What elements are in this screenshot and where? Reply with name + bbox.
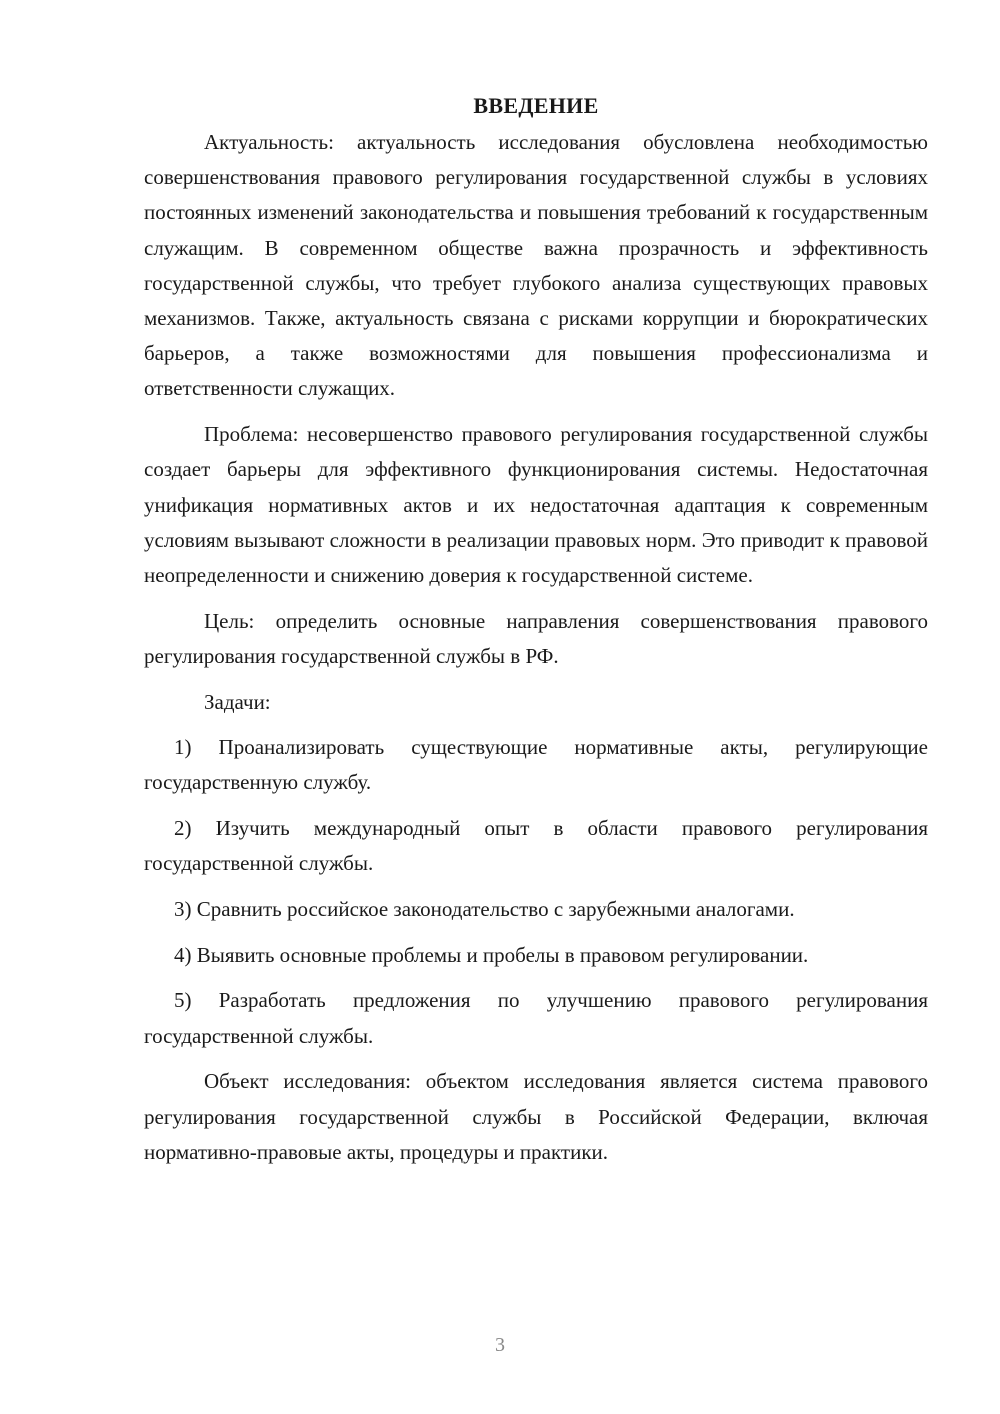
task-item: 3) Сравнить российское законодательство с зарубежными аналогами.	[174, 897, 795, 922]
relevance-paragraph: Актуальность: актуальность исследования обусловлена необходимостью совершенствования правового регулирования государственной службы в условиях постоянных изменений законодательства и повышения требований к государственным служащим. В современном обществе важна прозрачность и эффективность государственной службы, что требует глубокого анализа существующих правовых механизмов. Также, актуальность связана с рисками коррупции и бюрократических барьеров, а также возможностями для повышения профессионализма и ответственности служащих.	[144, 130, 928, 401]
task-item: 5) Разработать предложения по улучшению правового регулирования государственной службы.	[144, 988, 928, 1048]
problem-paragraph: Проблема: несовершенство правового регулирования государственной службы создает барьеры для эффективного функционирования системы. Недостаточная унификация нормативных актов и их недостаточная адаптация к современным условиям вызывают сложности в реализации правовых норм. Это приводит к правовой неопределенности и снижению доверия к государственной системе.	[144, 422, 928, 587]
task-item: 4) Выявить основные проблемы и пробелы в правовом регулировании.	[174, 942, 809, 967]
page-number: 3	[495, 1334, 505, 1356]
task-item: 2) Изучить международный опыт в области правового регулирования государственной службы.	[144, 816, 928, 876]
task-item: 1) Проанализировать существующие нормативные акты, регулирующие государственную службу.	[144, 735, 928, 795]
tasks-list	[144, 730, 928, 1054]
goal-paragraph: Цель: определить основные направления совершенствования правового регулирования государственной службы в РФ.	[144, 608, 928, 668]
document-page	[144, 88, 928, 1180]
tasks-heading: Задачи:	[204, 689, 271, 714]
object-paragraph: Объект исследования: объектом исследования является система правового регулирования государственной службы в Российской Федерации, включая нормативно-правовые акты, процедуры и практики.	[144, 1069, 928, 1164]
section-title: ВВЕДЕНИЕ	[473, 93, 599, 118]
